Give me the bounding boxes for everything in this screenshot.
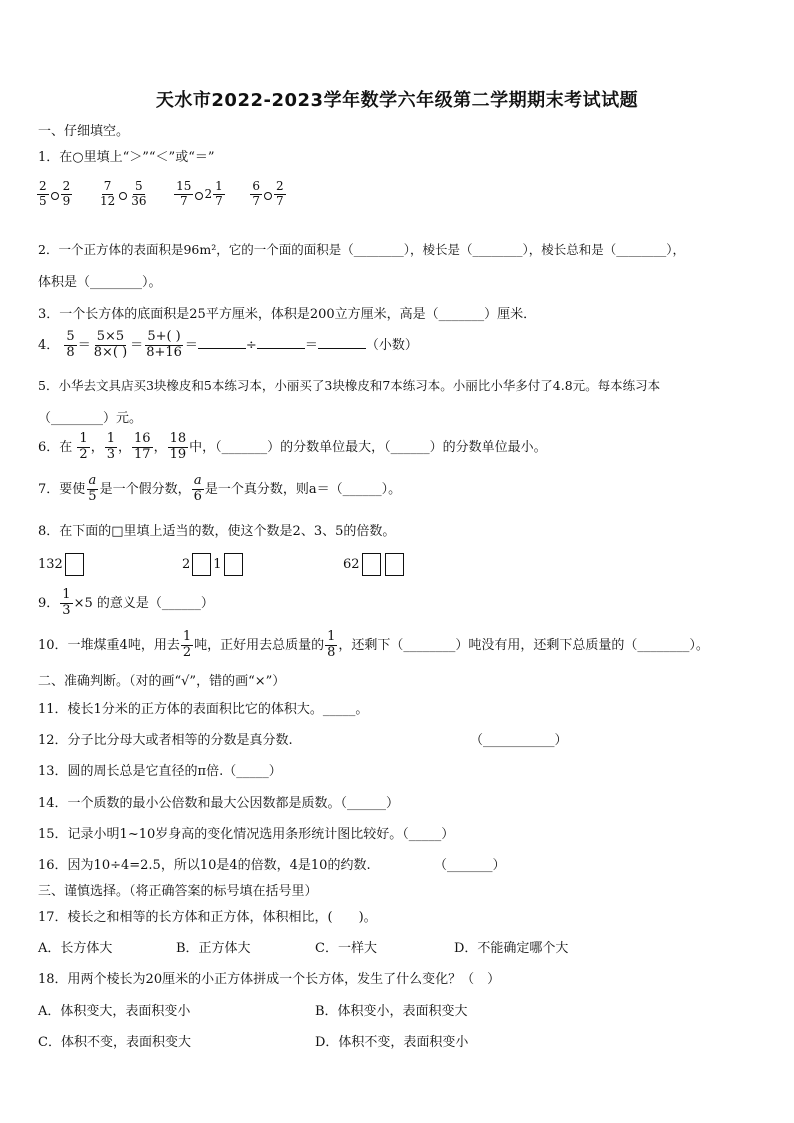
- question-17-text: 17．棱长之和相等的长方体和正方体，体积相比，( )。: [38, 910, 377, 925]
- q17-option-d[interactable]: D．不能确定哪个大: [454, 941, 569, 956]
- digit-box[interactable]: [224, 553, 243, 576]
- digit-box[interactable]: [385, 553, 404, 576]
- question-8-text: 8．在下面的□里填上适当的数，使这个数是2、3、5的倍数。: [38, 524, 396, 539]
- question-8-item-1: 132: [38, 553, 84, 576]
- question-5-line-2: （________）元。: [38, 411, 143, 426]
- compare-circle-icon[interactable]: [119, 192, 127, 200]
- answer-blank[interactable]: [318, 348, 366, 349]
- q17-option-a[interactable]: A．长方体大: [38, 941, 113, 956]
- q17-option-b[interactable]: B．正方体大: [176, 941, 251, 956]
- section-3-heading: 三、谨慎选择。（将正确答案的标号填在括号里）: [38, 884, 318, 899]
- question-3-text: 3．一个长方体的底面积是25平方厘米，体积是200立方厘米，高是（_______）厘米．: [38, 307, 537, 322]
- digit-box[interactable]: [65, 553, 84, 576]
- question-5-line-1: 5．小华去文具店买3块橡皮和5本练习本，小丽买了3块橡皮和7本练习本。小丽比小华多付了4.8元。每本练习本: [38, 378, 661, 393]
- question-16-answer-blank[interactable]: （_______）: [434, 858, 506, 873]
- compare-circle-icon[interactable]: [51, 192, 59, 200]
- question-18-text: 18．用两个棱长为20厘米的小正方体拼成一个长方体，发生了什么变化？（ ）: [38, 972, 501, 987]
- q17-option-c[interactable]: C．一样大: [315, 941, 377, 956]
- compare-circle-icon[interactable]: [195, 192, 203, 200]
- question-1-comparisons: [36, 180, 287, 209]
- compare-pair-4: $\frac{6}{7}$ $\frac{2}{7}$: [252, 179, 284, 208]
- question-9: 9． $\frac{1}{3}$ ×5 的意义是（______）: [38, 587, 214, 618]
- question-2-line-2: 体积是（________）。: [38, 275, 162, 290]
- question-16-text: 16．因为10÷4=2.5，所以10是4的倍数，4是10的约数.: [38, 858, 371, 873]
- q18-option-a[interactable]: A．体积变大，表面积变小: [38, 1004, 191, 1019]
- digit-box[interactable]: [192, 553, 211, 576]
- answer-blank[interactable]: [198, 348, 246, 349]
- compare-pair-1: $\frac{2}{5}$ $\frac{2}{9}$: [39, 179, 71, 208]
- page-title: 天水市2022-2023学年数学六年级第二学期期末考试试题: [155, 90, 639, 111]
- question-7: 7．要使 $\frac{a}{5}$ 是一个假分数， $\frac{a}{6}$ 是一个真分数，则a＝（______）。: [38, 473, 402, 504]
- q18-option-b[interactable]: B．体积变小，表面积变大: [315, 1004, 468, 1019]
- q18-option-d[interactable]: D．体积不变，表面积变小: [315, 1035, 469, 1050]
- compare-pair-3: $\frac{15}{7}$ 2 $\frac{1}{7}$: [176, 179, 223, 208]
- question-12-text: 12．分子比分母大或者相等的分数是真分数.: [38, 733, 293, 748]
- q18-option-c[interactable]: C．体积不变，表面积变大: [38, 1035, 191, 1050]
- question-15-text: 15．记录小明1~10岁身高的变化情况选用条形统计图比较好。（_____）: [38, 827, 455, 842]
- section-2-heading: 二、准确判断。（对的画“√”，错的画“×”）: [38, 674, 286, 689]
- question-12-answer-blank[interactable]: （___________）: [470, 733, 568, 748]
- question-4: 4． $\frac{5}{8}$ ＝ $\frac{5\times 5}{8\times( )}$ ＝ $\frac{5+( )}{8+16}$ ＝ ÷ ＝ （小数）: [38, 329, 418, 360]
- digit-box[interactable]: [362, 553, 381, 576]
- question-1-text: 1．在○里填上“＞”“＜”或“＝”: [38, 150, 215, 165]
- answer-blank[interactable]: [257, 348, 305, 349]
- question-11-text: 11．棱长1分米的正方体的表面积比它的体积大。_____。: [38, 702, 369, 717]
- question-13-text: 13．圆的周长总是它直径的π倍.（_____）: [38, 764, 282, 779]
- section-1-heading: 一、仔细填空。: [38, 124, 130, 139]
- question-8-item-3: 62: [343, 553, 404, 576]
- compare-pair-2: $\frac{7}{12}$ $\frac{5}{36}$: [99, 179, 147, 208]
- question-6: 6．在 $\frac{1}{2}$ ， $\frac{1}{3}$ ， $\frac{16}{17}$ ， $\frac{18}{19}$ 中，（_______）的分数单位最大，（______）的分数单位最小。: [38, 431, 547, 462]
- question-14-text: 14．一个质数的最小公倍数和最大公因数都是质数。（______）: [38, 796, 400, 811]
- question-8-item-2: 2 1: [182, 553, 243, 576]
- compare-circle-icon[interactable]: [264, 192, 272, 200]
- question-2-line-1: 2．一个正方体的表面积是96m²，它的一个面的面积是（________），棱长是（________），棱长总和是（________），: [38, 242, 685, 257]
- question-10: 10．一堆煤重4吨，用去 $\frac{1}{2}$ 吨，正好用去总质量的 $\frac{1}{8}$ ，还剩下（________）吨没有用，还剩下总质量的（________）。: [38, 629, 709, 660]
